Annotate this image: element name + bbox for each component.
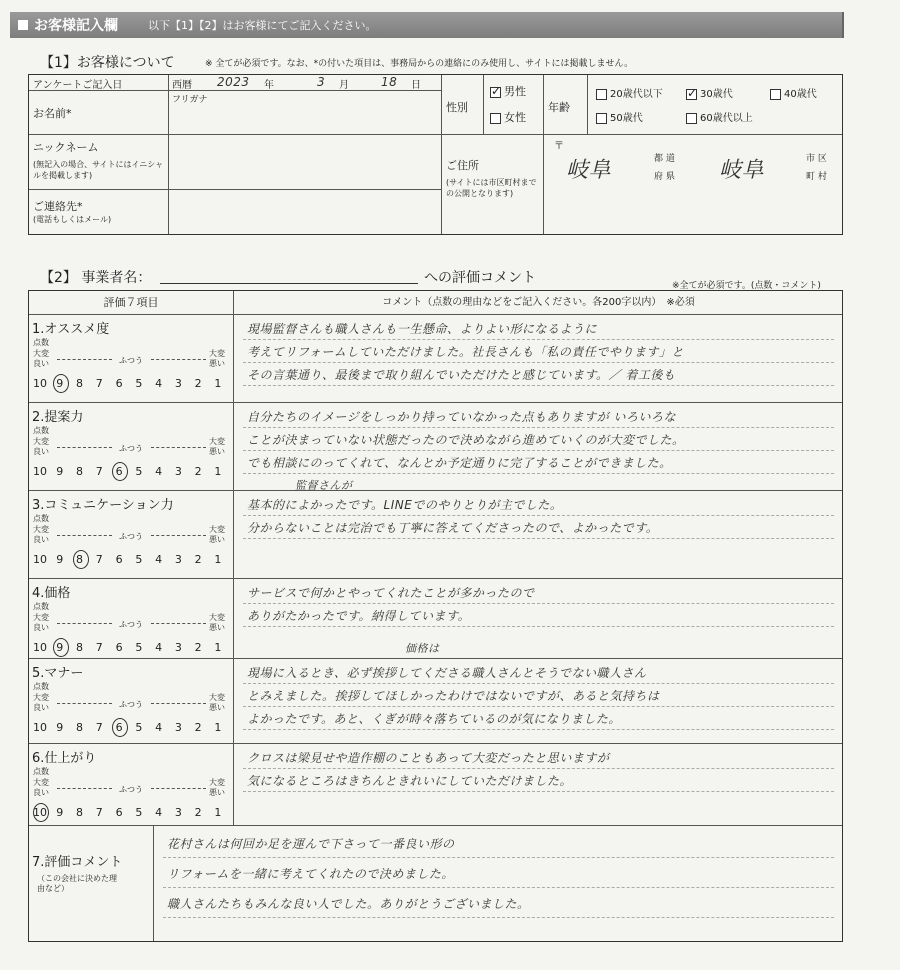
comment-line: サービスで何かとやってくれたことが多かったので xyxy=(243,583,834,604)
address-label: ご住所 xyxy=(446,159,479,172)
comment-line: 現場に入るとき、必ず挨拶してくださる職人さんとそうでない職人さん xyxy=(243,663,834,684)
high-label-line1: 大変 xyxy=(33,693,49,702)
evaluation-row xyxy=(29,579,842,659)
score-option[interactable]: 7 xyxy=(95,641,103,654)
name-field[interactable] xyxy=(169,91,442,135)
checkbox-icon[interactable] xyxy=(686,113,697,124)
mid-label: ふつう xyxy=(119,356,143,365)
year-unit: 年 xyxy=(264,80,274,91)
score-option[interactable]: 9 xyxy=(56,806,64,819)
form-title: お客様記入欄 xyxy=(34,18,118,34)
evaluation-row xyxy=(29,491,842,579)
score-option[interactable]: 6 xyxy=(115,377,123,390)
city-suffix-1: 市 区 xyxy=(806,154,827,164)
score-option[interactable]: 1 xyxy=(214,465,222,478)
score-option[interactable]: 7 xyxy=(95,721,103,734)
score-option[interactable]: 3 xyxy=(174,806,182,819)
low-label-line2: 悪い xyxy=(209,788,225,797)
section2-title-suffix: への評価コメント xyxy=(424,270,536,286)
city-suffix-2: 町 村 xyxy=(806,172,827,182)
col-comment-header: コメント（点数の理由などをご記入ください。各200字以内） ※必須 xyxy=(382,297,695,308)
score-option[interactable]: 3 xyxy=(174,721,182,734)
contact-field[interactable] xyxy=(169,190,442,234)
score-option[interactable]: 3 xyxy=(174,641,182,654)
score-scale xyxy=(31,377,229,390)
age-20-option[interactable] xyxy=(596,85,663,100)
score-scale xyxy=(31,553,229,566)
criterion-name: 5.マナー xyxy=(32,666,84,681)
score-option[interactable]: 10 xyxy=(33,641,47,654)
low-label-line1: 大変 xyxy=(209,525,225,534)
score-option[interactable]: 5 xyxy=(135,553,143,566)
nickname-field[interactable] xyxy=(169,135,442,190)
section1-title: 【1】お客様について xyxy=(40,55,175,71)
left-arrow-icon xyxy=(57,703,112,704)
score-option[interactable]: 1 xyxy=(214,553,222,566)
nickname-label: ニックネーム xyxy=(33,141,99,154)
gender-female-option[interactable] xyxy=(490,109,526,125)
score-option[interactable]: 4 xyxy=(155,641,163,654)
left-arrow-icon xyxy=(57,359,112,360)
comment-line: ありがたかったです。納得しています。 xyxy=(243,606,834,627)
nickname-label-cell xyxy=(29,135,169,190)
comment-cell[interactable] xyxy=(235,315,842,402)
high-label-line1: 大変 xyxy=(33,437,49,446)
high-label-line2: 良い xyxy=(33,447,49,456)
month-unit: 月 xyxy=(339,80,349,91)
high-label xyxy=(33,525,49,545)
high-label-line1: 大変 xyxy=(33,349,49,358)
right-arrow-icon xyxy=(151,359,206,360)
comment-line: とみえました。挨拶してほしかったわけではないですが、あると気持ちは xyxy=(243,686,834,707)
score-option[interactable]: 8 xyxy=(76,465,84,478)
high-label xyxy=(33,437,49,457)
gender-label: 性別 xyxy=(442,75,484,135)
score-option[interactable]: 2 xyxy=(194,553,202,566)
checkbox-icon[interactable] xyxy=(770,89,781,100)
high-label-line2: 良い xyxy=(33,535,49,544)
day-value: 18 xyxy=(381,75,398,89)
criterion-cell xyxy=(29,826,154,941)
low-label-line1: 大変 xyxy=(209,613,225,622)
score-option[interactable]: 7 xyxy=(95,806,103,819)
pref-suffix-1: 都 道 xyxy=(654,154,675,164)
left-arrow-icon xyxy=(57,535,112,536)
address-field[interactable] xyxy=(544,135,842,234)
city-value: 岐阜 xyxy=(719,158,765,183)
score-option[interactable]: 7 xyxy=(95,553,103,566)
score-scale xyxy=(31,721,229,734)
low-label xyxy=(209,693,225,713)
score-option[interactable]: 1 xyxy=(214,377,222,390)
evaluation-row xyxy=(29,403,842,491)
age-50-option[interactable] xyxy=(596,109,643,124)
mid-label: ふつう xyxy=(119,700,143,709)
evaluation-header-row xyxy=(29,291,842,315)
gender-female-label: 女性 xyxy=(504,111,526,124)
comment-line: 現場監督さんも職人さんも一生懸命、よりよい形になるように xyxy=(243,319,834,340)
points-label: 点数 xyxy=(33,602,49,611)
score-option[interactable]: 6 xyxy=(115,641,123,654)
era-label: 西暦 xyxy=(172,80,192,91)
score-option[interactable]: 6 xyxy=(110,721,128,734)
score-scale xyxy=(31,465,229,478)
gender-options xyxy=(484,75,544,135)
age-label: 年齢 xyxy=(544,75,588,135)
score-option[interactable]: 10 xyxy=(33,553,47,566)
day-unit: 日 xyxy=(411,80,421,91)
criterion-cell xyxy=(29,579,234,658)
score-option[interactable]: 6 xyxy=(110,465,128,478)
points-label: 点数 xyxy=(33,338,49,347)
section2-title-prefix: 【2】 事業者名： xyxy=(40,270,152,286)
score-option[interactable]: 9 xyxy=(56,465,64,478)
form-header-bar xyxy=(10,12,842,38)
score-option[interactable]: 1 xyxy=(214,721,222,734)
furigana-label: フリガナ xyxy=(172,95,208,105)
comment-cell[interactable] xyxy=(235,659,842,743)
criterion-name: 2.提案力 xyxy=(32,410,84,425)
comment-line: 分からないことは完治でも丁寧に答えてくださったので、よかったです。 xyxy=(243,518,834,539)
score-option[interactable]: 8 xyxy=(76,641,84,654)
address-label-cell xyxy=(442,135,544,234)
high-label-line2: 良い xyxy=(33,703,49,712)
mid-label: ふつう xyxy=(119,532,143,541)
score-option[interactable]: 5 xyxy=(135,806,143,819)
age-40-label: 40歳代 xyxy=(784,89,817,100)
low-label-line2: 悪い xyxy=(209,359,225,368)
age-50-label: 50歳代 xyxy=(610,113,643,124)
score-option[interactable]: 9 xyxy=(51,641,69,654)
evaluation-row xyxy=(29,659,842,744)
comment-line: 自分たちのイメージをしっかり持っていなかった点もありますが いろいろな xyxy=(243,407,834,428)
name-label: お名前* xyxy=(29,91,169,135)
comment-line: よかったです。あと、くぎが時々落ちているのが気になりました。 xyxy=(243,709,834,730)
comment-line: 職人さんたちもみんな良い人でした。ありがとうございました。 xyxy=(163,890,834,918)
points-label: 点数 xyxy=(33,767,49,776)
year-value: 2023 xyxy=(217,75,250,89)
score-option[interactable]: 4 xyxy=(155,465,163,478)
comment-line: その言葉通り、最後まで取り組んでいただけたと感じています。／ 着工後も xyxy=(243,365,834,386)
score-option[interactable]: 4 xyxy=(155,721,163,734)
gender-male-option[interactable] xyxy=(490,83,526,99)
score-option[interactable]: 4 xyxy=(155,377,163,390)
low-label-line2: 悪い xyxy=(209,535,225,544)
customer-table xyxy=(28,74,843,235)
criterion-cell xyxy=(29,315,234,402)
pref-suffix-2: 府 県 xyxy=(654,172,675,182)
score-scale xyxy=(31,806,229,819)
month-value: 3 xyxy=(317,75,326,89)
left-arrow-icon xyxy=(57,788,112,789)
comment-cell[interactable] xyxy=(235,403,842,490)
score-option[interactable]: 5 xyxy=(135,465,143,478)
high-label xyxy=(33,778,49,798)
address-note: (サイトには市区町村までの公開となります) xyxy=(446,178,537,198)
score-option[interactable]: 9 xyxy=(56,721,64,734)
criterion-name: 4.価格 xyxy=(32,586,71,601)
score-option[interactable]: 10 xyxy=(33,465,47,478)
score-option[interactable]: 8 xyxy=(76,806,84,819)
score-option[interactable]: 3 xyxy=(174,377,182,390)
survey-date-label: アンケートご記入日 xyxy=(29,75,169,91)
comment-cell[interactable] xyxy=(235,491,842,578)
low-label-line1: 大変 xyxy=(209,693,225,702)
low-label-line1: 大変 xyxy=(209,778,225,787)
criterion-cell xyxy=(29,659,234,743)
mid-label: ふつう xyxy=(119,444,143,453)
score-option[interactable]: 2 xyxy=(194,377,202,390)
points-label: 点数 xyxy=(33,514,49,523)
age-60-label: 60歳代以上 xyxy=(700,113,753,124)
score-option[interactable]: 10 xyxy=(33,721,47,734)
evaluation-row xyxy=(29,826,842,941)
comment-line: 基本的によかったです。LINEでのやりとりが主でした。 xyxy=(243,495,834,516)
section2-note: ※全てが必須です。(点数・コメント) xyxy=(672,281,821,291)
score-option[interactable]: 5 xyxy=(135,641,143,654)
comment-insertion: 監督さんが xyxy=(295,479,353,492)
score-option[interactable]: 7 xyxy=(95,465,103,478)
company-name-field[interactable] xyxy=(160,283,418,284)
mid-label: ふつう xyxy=(119,620,143,629)
score-option[interactable]: 2 xyxy=(194,465,202,478)
high-label-line2: 良い xyxy=(33,623,49,632)
score-option[interactable]: 9 xyxy=(51,377,69,390)
left-arrow-icon xyxy=(57,447,112,448)
points-label: 点数 xyxy=(33,426,49,435)
high-label-line1: 大変 xyxy=(33,525,49,534)
mid-label: ふつう xyxy=(119,785,143,794)
contact-note: (電話もしくはメール) xyxy=(33,215,112,224)
low-label xyxy=(209,437,225,457)
age-60-option[interactable] xyxy=(686,109,753,124)
score-option[interactable]: 2 xyxy=(194,806,202,819)
high-label-line2: 良い xyxy=(33,788,49,797)
comment-line: ことが決まっていない状態だったので決めながら進めていくのが大変でした。 xyxy=(243,430,834,451)
high-label-line2: 良い xyxy=(33,359,49,368)
evaluation-row xyxy=(29,315,842,403)
right-arrow-icon xyxy=(151,447,206,448)
score-option[interactable]: 7 xyxy=(95,377,103,390)
comment-cell[interactable] xyxy=(235,744,842,825)
left-arrow-icon xyxy=(57,623,112,624)
right-arrow-icon xyxy=(151,535,206,536)
high-label-line1: 大変 xyxy=(33,778,49,787)
right-arrow-icon xyxy=(151,703,206,704)
checkbox-icon[interactable] xyxy=(490,113,501,124)
checkbox-checked-icon[interactable] xyxy=(686,89,697,100)
high-label xyxy=(33,613,49,633)
high-label xyxy=(33,349,49,369)
low-label xyxy=(209,778,225,798)
comment-cell[interactable] xyxy=(155,826,842,941)
score-option[interactable]: 1 xyxy=(214,806,222,819)
criterion-name: 6.仕上がり xyxy=(32,751,97,766)
comment-line: 気になるところはきちんときれいにしていただけました。 xyxy=(243,771,834,792)
comment-line: リフォームを一緒に考えてくれたので決めました。 xyxy=(163,860,834,888)
score-option[interactable]: 6 xyxy=(115,553,123,566)
score-option[interactable]: 5 xyxy=(135,721,143,734)
contact-label-cell xyxy=(29,190,169,234)
survey-date-field[interactable] xyxy=(169,75,442,91)
comment-insertion: 価格は xyxy=(405,642,440,655)
comment-line: 考えてリフォームしていただけました。社長さんも「私の責任でやります」と xyxy=(243,342,834,363)
low-label-line2: 悪い xyxy=(209,703,225,712)
criterion-name: 3.コミュニケーション力 xyxy=(32,498,174,513)
square-icon xyxy=(18,20,28,30)
score-option[interactable]: 6 xyxy=(115,806,123,819)
checkbox-checked-icon[interactable] xyxy=(490,87,501,98)
criterion-note: （この会社に決めた理由など） xyxy=(37,874,117,893)
gender-male-label: 男性 xyxy=(504,85,526,98)
comment-cell[interactable] xyxy=(235,579,842,658)
low-label-line1: 大変 xyxy=(209,349,225,358)
high-label xyxy=(33,693,49,713)
high-label-line1: 大変 xyxy=(33,613,49,622)
comment-line: 花村さんは何回か足を運んで下さって一番良い形の xyxy=(163,830,834,858)
low-label-line2: 悪い xyxy=(209,623,225,632)
section1-note: ※ 全てが必須です。なお、*の付いた項目は、事務局からの連絡にのみ使用し、サイトには掲載しません。 xyxy=(205,59,634,69)
score-scale xyxy=(31,641,229,654)
nickname-note: (無記入の場合、サイトにはイニシャルを掲載します) xyxy=(33,160,164,180)
score-option[interactable]: 4 xyxy=(155,806,163,819)
postal-mark: 〒 xyxy=(554,141,564,152)
score-option[interactable]: 3 xyxy=(174,465,182,478)
right-arrow-icon xyxy=(151,788,206,789)
low-label-line1: 大変 xyxy=(209,437,225,446)
score-option[interactable]: 1 xyxy=(214,641,222,654)
low-label xyxy=(209,525,225,545)
comment-line: クロスは梁見せや造作棚のこともあって大変だったと思いますが xyxy=(243,748,834,769)
score-option[interactable]: 4 xyxy=(155,553,163,566)
score-option[interactable]: 2 xyxy=(194,641,202,654)
score-option[interactable]: 8 xyxy=(76,377,84,390)
low-label xyxy=(209,613,225,633)
low-label-line2: 悪い xyxy=(209,447,225,456)
criterion-cell xyxy=(29,491,234,578)
right-arrow-icon xyxy=(151,623,206,624)
checkbox-icon[interactable] xyxy=(596,89,607,100)
score-option[interactable]: 5 xyxy=(135,377,143,390)
criterion-cell xyxy=(29,403,234,490)
col-items-header: 評価７項目 xyxy=(29,291,234,315)
score-option[interactable]: 9 xyxy=(56,553,64,566)
prefecture-value: 岐阜 xyxy=(566,158,612,183)
score-option[interactable]: 10 xyxy=(33,806,47,819)
age-20-label: 20歳代以下 xyxy=(610,89,663,100)
score-option[interactable]: 2 xyxy=(194,721,202,734)
age-options xyxy=(588,75,842,135)
criterion-name: 7.評価コメント xyxy=(32,855,123,870)
age-40-option[interactable] xyxy=(770,85,817,100)
age-30-option[interactable] xyxy=(686,85,733,100)
low-label xyxy=(209,349,225,369)
contact-label: ご連絡先* xyxy=(33,200,83,213)
score-option[interactable]: 8 xyxy=(71,553,89,566)
criterion-cell xyxy=(29,744,234,825)
score-option[interactable]: 10 xyxy=(33,377,47,390)
criterion-name: 1.オススメ度 xyxy=(32,322,110,337)
score-option[interactable]: 8 xyxy=(76,721,84,734)
checkbox-icon[interactable] xyxy=(596,113,607,124)
points-label: 点数 xyxy=(33,682,49,691)
comment-line: でも相談にのってくれて、なんとか予定通りに完了することができました。 xyxy=(243,453,834,474)
score-option[interactable]: 3 xyxy=(174,553,182,566)
evaluation-table xyxy=(28,290,843,942)
form-subtitle: 以下【1】【2】はお客様にてご記入ください。 xyxy=(148,19,377,32)
evaluation-row xyxy=(29,744,842,826)
age-30-label: 30歳代 xyxy=(700,89,733,100)
